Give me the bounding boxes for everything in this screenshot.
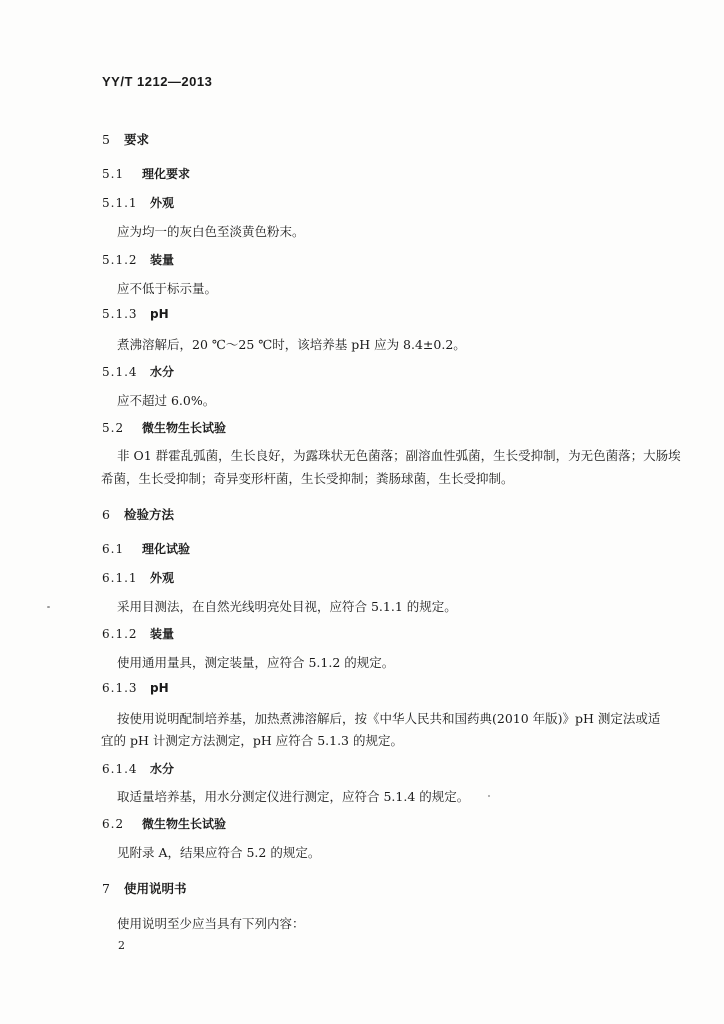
section-6-1-2-heading — [102, 625, 174, 642]
section-5-1-1-heading — [102, 194, 174, 211]
section-6-1-4-heading — [102, 760, 174, 777]
section-7-heading — [102, 879, 187, 897]
section-5-1-1-text: 应为均一的灰白色至淡黄色粉末。 — [117, 224, 305, 239]
section-5-1-4-text: 应不超过 6.0%。 — [117, 393, 216, 408]
section-number: 5.1.4 — [102, 365, 138, 379]
section-title: 要求 — [124, 132, 150, 147]
standard-number-header: YY/T 1212—2013 — [102, 74, 213, 89]
section-number: 6.1.4 — [102, 762, 138, 776]
section-number: 5.1 — [102, 167, 125, 181]
section-title: 理化要求 — [142, 167, 191, 181]
section-6-1-1-text: 采用目测法，在自然光线明亮处目视，应符合 5.1.1 的规定。 — [117, 599, 457, 614]
section-number: 6.1 — [102, 542, 125, 556]
section-title: 理化试验 — [142, 542, 191, 556]
section-number: 5.2 — [102, 421, 125, 435]
section-title: 使用说明书 — [124, 881, 187, 896]
section-number: 6.1.2 — [102, 627, 138, 641]
section-title: 外观 — [150, 571, 175, 585]
section-title: 水分 — [150, 365, 175, 379]
section-5-heading — [102, 130, 149, 148]
section-5-1-4-heading — [102, 363, 174, 380]
section-6-1-heading — [102, 540, 190, 557]
section-number: 7 — [102, 881, 111, 896]
section-5-1-3-text: 煮沸溶解后，20 ℃～25 ℃时，该培养基 pH 应为 8.4±0.2。 — [117, 337, 466, 352]
section-6-1-2-text: 使用通用量具，测定装量，应符合 5.1.2 的规定。 — [117, 655, 395, 670]
section-number: 6.1.1 — [102, 571, 138, 585]
section-title: 微生物生长试验 — [142, 421, 227, 435]
section-title: 装量 — [150, 253, 175, 267]
section-6-1-1-heading — [102, 569, 174, 586]
section-5-2-text-line-1: 非 O1 群霍乱弧菌，生长良好，为露珠状无色菌落；副溶血性弧菌，生长受抑制，为无色菌落；大肠埃 — [117, 448, 681, 463]
section-6-1-3-heading — [102, 681, 169, 695]
section-number: 6 — [102, 507, 111, 522]
section-number: 5.1.3 — [102, 307, 138, 321]
section-title: 检验方法 — [124, 507, 175, 522]
section-title: 装量 — [150, 627, 175, 641]
section-7-text: 使用说明至少应当具有下列内容： — [117, 916, 305, 931]
section-6-1-4-text: 取适量培养基，用水分测定仪进行测定，应符合 5.1.4 的规定。 — [117, 789, 470, 804]
section-title: 水分 — [150, 762, 175, 776]
scan-speck — [47, 606, 50, 608]
section-5-1-2-text: 应不低于标示量。 — [117, 281, 218, 296]
section-5-1-3-heading — [102, 307, 169, 321]
section-5-2-text-line-2: 希菌，生长受抑制；奇异变形杆菌，生长受抑制；粪肠球菌，生长受抑制。 — [101, 471, 514, 486]
section-6-1-3-text-line-1: 按使用说明配制培养基，加热煮沸溶解后，按《中华人民共和国药典(2010 年版)》pH 测定法或适 — [117, 711, 661, 726]
section-number: 5 — [102, 132, 111, 147]
section-number: 5.1.1 — [102, 196, 138, 210]
section-title: 外观 — [150, 196, 175, 210]
section-5-1-2-heading — [102, 251, 174, 268]
scan-speck — [488, 795, 490, 797]
section-6-2-text: 见附录 A，结果应符合 5.2 的规定。 — [117, 845, 321, 860]
section-title: 微生物生长试验 — [142, 817, 227, 831]
section-6-1-3-text-line-2: 宜的 pH 计测定方法测定，pH 应符合 5.1.3 的规定。 — [101, 733, 403, 748]
section-number: 6.1.3 — [102, 681, 138, 695]
page-number: 2 — [118, 939, 125, 952]
section-5-1-heading — [102, 165, 190, 182]
section-number: 5.1.2 — [102, 253, 138, 267]
section-number: 6.2 — [102, 817, 125, 831]
section-5-2-heading — [102, 419, 226, 436]
section-6-2-heading — [102, 815, 226, 832]
section-title: pH — [150, 681, 169, 695]
section-6-heading — [102, 505, 174, 523]
section-title: pH — [150, 307, 169, 321]
